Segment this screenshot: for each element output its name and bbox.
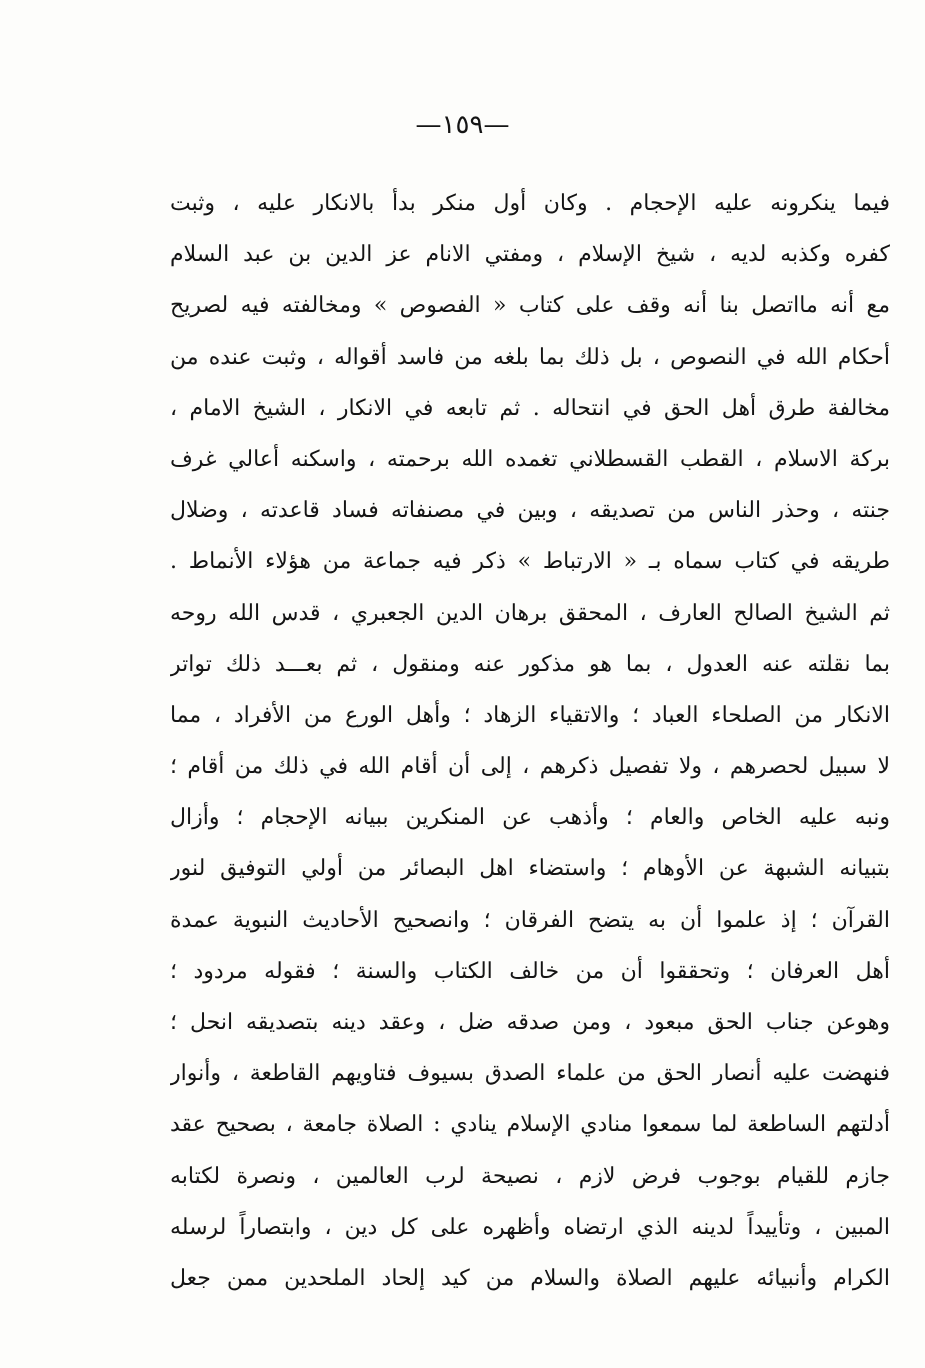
text-line: جنته ، وحذر الناس من تصديقه ، وبين في مصنفاته فساد قاعدته ، وضلال	[170, 498, 890, 524]
text-line: كفره وكذبه لديه ، شيخ الإسلام ، ومفتي الانام عز الدين بن عبد السلام	[170, 242, 890, 268]
text-line: مخالفة طرق أهل الحق في انتحاله . ثم تابعه في الانكار ، الشيخ الامام ،	[170, 395, 890, 421]
text-line: جازم للقيام بوجوب فرض لازم ، نصيحة لرب العالمين ، ونصرة لكتابه	[170, 1163, 890, 1189]
text-line: لا سبيل لحصرهم ، ولا تفصيل ذكرهم ، إلى أن أقام الله في ذلك من أقام ؛	[170, 754, 890, 780]
body-text	[170, 178, 890, 1304]
text-line: الانكار من الصلحاء العباد ؛ والاتقياء الزهاد ؛ وأهل الورع من الأفراد ، مما	[170, 702, 890, 728]
text-line: بتبيانه الشبهة عن الأوهام ؛ واستضاء اهل البصائر من أولي التوفيق لنور	[170, 856, 890, 882]
page-number: —١٥٩—	[415, 110, 510, 140]
text-line: فنهضت عليه أنصار الحق من علماء الصدق بسيوف فتاويهم القاطعة ، وأنوار	[170, 1061, 890, 1087]
text-line: ونبه عليه الخاص والعام ؛ وأذهب عن المنكرين ببيانه الإحجام ؛ وأزال	[170, 805, 890, 831]
text-line: الكرام وأنبيائه عليهم الصلاة والسلام من كيد إلحاد الملحدين ممن جعل	[170, 1265, 890, 1291]
text-line: المبين ، وتأييداً لدينه الذي ارتضاه وأظهره على كل دين ، وابتصاراً لرسله	[170, 1214, 890, 1240]
text-line: ثم الشيخ الصالح العارف ، المحقق برهان الدين الجعبري ، قدس الله روحه	[170, 600, 890, 626]
text-line: بما نقلته عنه العدول ، بما هو مذكور عنه ومنقول ، ثم بعـــد ذلك تواتر	[170, 651, 890, 677]
text-line: أحكام الله في النصوص ، بل ذلك بما بلغه من فاسد أقواله ، وثبت عنده من	[170, 344, 890, 370]
text-line: أدلتهم الساطعة لما سمعوا منادي الإسلام ينادي : الصلاة جامعة ، بصحيح عقد	[170, 1112, 890, 1138]
text-line: طريقه في كتاب سماه بـ « الارتباط » ذكر فيه جماعة من هؤلاء الأنماط .	[170, 549, 890, 575]
text-line: أهل العرفان ؛ وتحققوا أن من خالف الكتاب والسنة ؛ فقوله مردود ؛	[170, 958, 890, 984]
text-line: القرآن ؛ إذ علموا أن به يتضح الفرقان ؛ وانصحيح الأحاديث النبوية عمدة	[170, 907, 890, 933]
text-line: فيما ينكرونه عليه الإحجام . وكان أول منكر بدأ بالانكار عليه ، وثبت	[170, 191, 890, 216]
text-line: مع أنه مااتصل بنا أنه وقف على كتاب « الفصوص » ومخالفته فيه لصريح	[170, 293, 890, 319]
text-line: وهوعن جناب الحق مبعود ، ومن صدقه ضل ، وعقد دينه بتصديقه انحل ؛	[170, 1010, 890, 1035]
text-line: بركة الاسلام ، القطب القسطلاني تغمده الله برحمته ، واسكنه أعالي غرف	[170, 446, 890, 472]
